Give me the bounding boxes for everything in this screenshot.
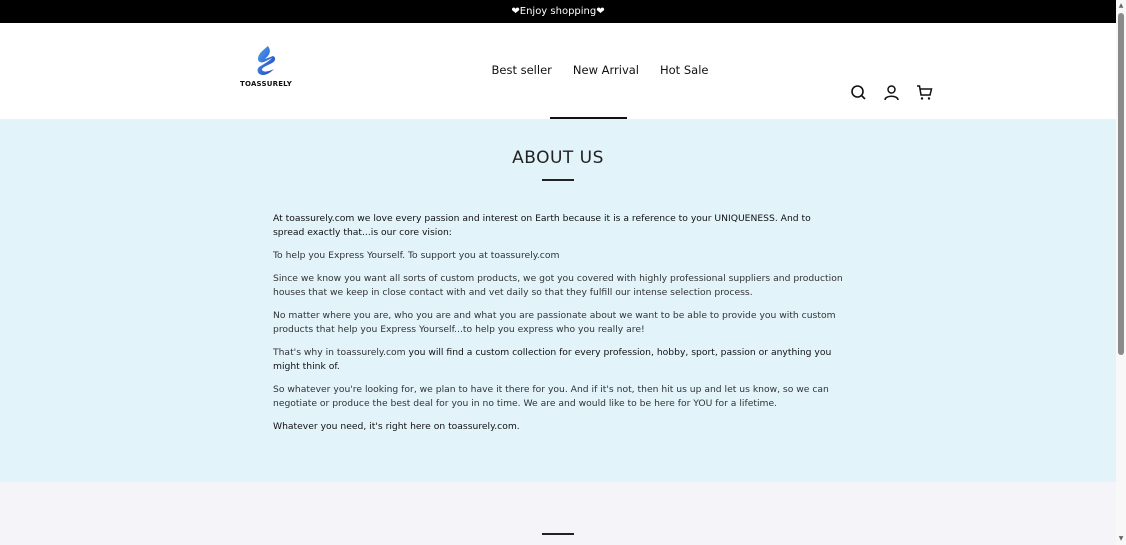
about-paragraph: To help you Express Yourself. To support you at toassurely.com: [273, 250, 560, 261]
site-header: [0, 23, 1116, 119]
logo-icon: [252, 45, 278, 77]
paragraph-emphasis: you will find a custom collection for every profession, hobby, sport, passion or anything you might think of.: [273, 347, 832, 372]
nav-new-arrival[interactable]: New Arrival: [572, 63, 639, 77]
about-paragraph: At toassurely.com we love every passion and interest on Earth because it is a reference to your UNIQUENESS. And to spread exactly that...is our core vision:: [273, 213, 811, 238]
about-paragraph: Whatever you need, it's right here on toassurely.com.: [273, 421, 520, 432]
vertical-scrollbar[interactable]: [1116, 0, 1126, 545]
logo[interactable]: [240, 45, 293, 88]
search-icon[interactable]: [850, 84, 867, 101]
next-section: [0, 482, 1116, 545]
nav-best-seller[interactable]: Best seller: [491, 63, 552, 77]
announcement-bar: [0, 0, 1116, 23]
paragraph-prefix: That's why in toassurely.com: [273, 347, 409, 358]
scroll-thumb[interactable]: [1118, 13, 1124, 355]
scroll-up-arrow-icon[interactable]: ▲: [1118, 2, 1124, 9]
logo-text: TOASSURELY: [240, 80, 293, 88]
about-section: [0, 119, 1116, 482]
title-divider: [542, 179, 574, 181]
section-divider: [542, 533, 574, 535]
cart-icon[interactable]: [916, 84, 933, 101]
header-icons: [850, 84, 933, 101]
about-paragraph: Since we know you want all sorts of custom products, we got you covered with highly professional suppliers and production houses that we keep in close contact with and vet daily so that they fulfill our intense selection process.: [273, 273, 843, 298]
scroll-down-arrow-icon[interactable]: ▼: [1118, 535, 1124, 542]
about-paragraph: So whatever you're looking for, we plan to have it there for you. And if it's not, then hit us up and let us know, so we can negotiate or produce the best deal for you in no time. We are and would like to be here for YOU for a lifetime.: [273, 384, 829, 409]
main-nav: [481, 63, 719, 77]
about-content: [273, 212, 843, 443]
account-icon[interactable]: [883, 84, 900, 101]
announcement-text: ❤Enjoy shopping❤: [511, 6, 605, 17]
nav-hot-sale[interactable]: Hot Sale: [660, 63, 709, 77]
about-paragraph: No matter where you are, who you are and what you are passionate about we want to be able to provide you with custom products that help you Express Yourself...to help you express who you really are!: [273, 310, 836, 335]
page-title: ABOUT US: [512, 148, 604, 168]
about-paragraph: [273, 346, 843, 374]
